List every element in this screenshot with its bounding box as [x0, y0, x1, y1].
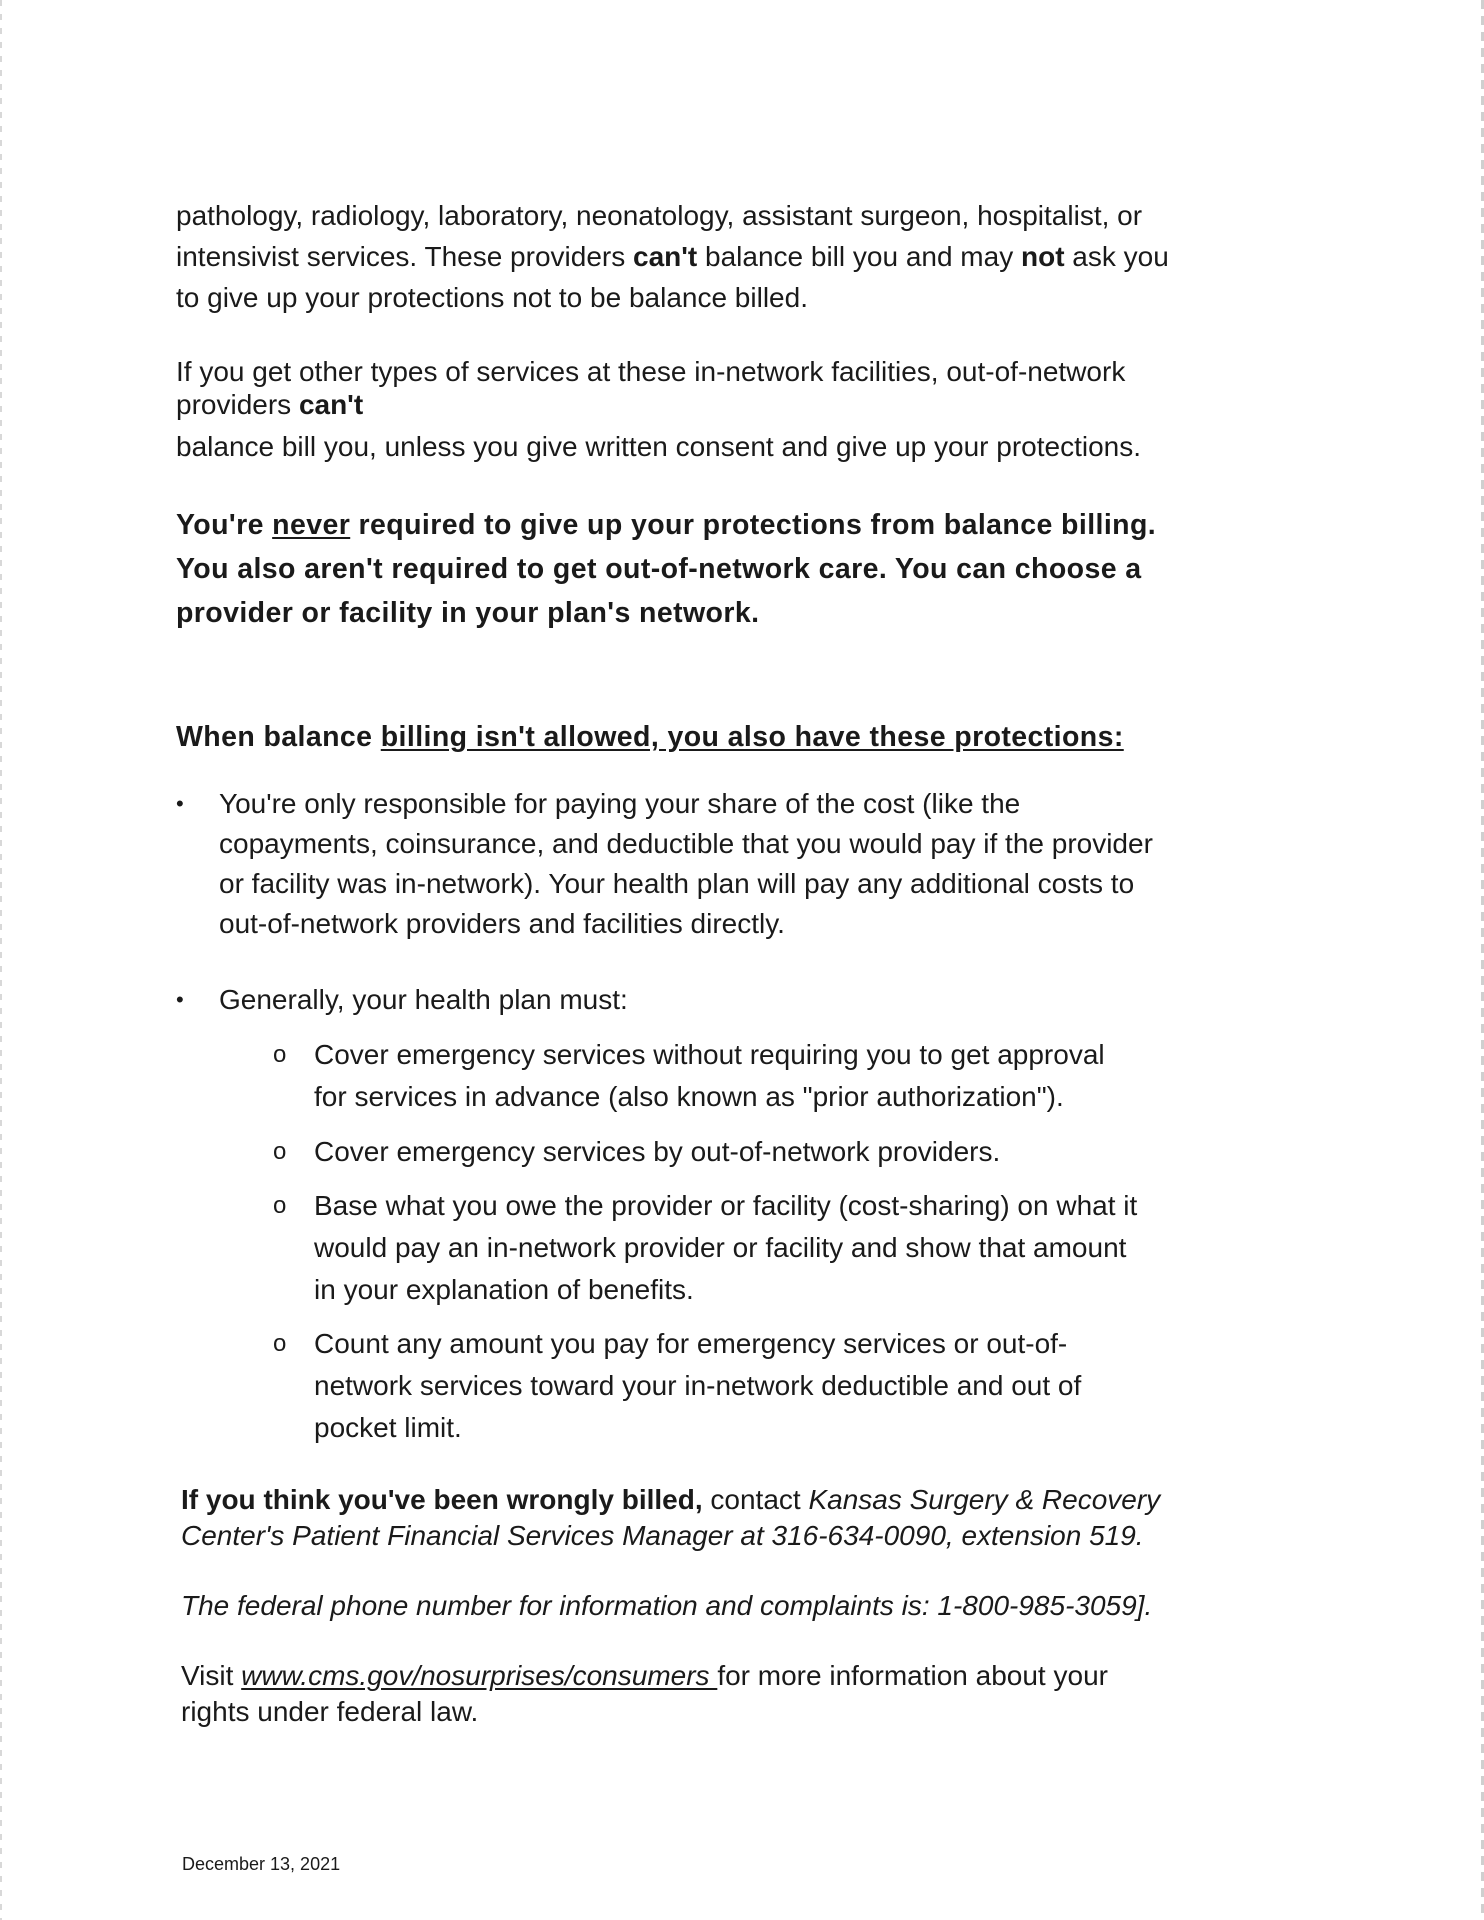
p2-line2: providers can't: [176, 389, 364, 420]
sub-marker: o: [273, 1192, 287, 1219]
scan-edge-left: [0, 0, 2, 1920]
sub3-line3: in your explanation of benefits.: [314, 1274, 694, 1305]
visit-line1: Visit www.cms.gov/nosurprises/consumers for more information about your: [181, 1660, 1108, 1691]
sub2-line1: Cover emergency services by out-of-network providers.: [314, 1136, 1001, 1167]
bullet1-line2: copayments, coinsurance, and deductible that you would pay if the provider: [219, 828, 1153, 859]
contact-line1: If you think you've been wrongly billed, contact Kansas Surgery & Recovery: [181, 1484, 1161, 1515]
sub-marker: o: [273, 1138, 287, 1165]
sub4-line3: pocket limit.: [314, 1412, 462, 1443]
p2-line3: balance bill you, unless you give written consent and give up your protections.: [176, 431, 1142, 462]
p2-line1: If you get other types of services at these in-network facilities, out-of-network: [176, 356, 1126, 387]
bullet1-line3: or facility was in-network). Your health plan will pay any additional costs to: [219, 868, 1135, 899]
protections-heading: When balance billing isn't allowed, you also have these protections:: [176, 721, 1124, 753]
notice-line1: You're never required to give up your protections from balance billing.: [176, 509, 1157, 541]
notice-line2: You also aren't required to get out-of-network care. You can choose a: [176, 553, 1142, 585]
contact-line2: Center's Patient Financial Services Manager at 316-634-0090, extension 519.: [181, 1520, 1144, 1551]
p1-line2: intensivist services. These providers can't balance bill you and may not ask you: [176, 241, 1169, 272]
footer-date: December 13, 2021: [182, 1854, 341, 1874]
sub1-line1: Cover emergency services without requiring you to get approval: [314, 1039, 1105, 1070]
cms-link[interactable]: www.cms.gov/nosurprises/consumers: [241, 1660, 718, 1691]
sub3-line1: Base what you owe the provider or facility (cost-sharing) on what it: [314, 1190, 1138, 1221]
visit-line2: rights under federal law.: [181, 1696, 479, 1727]
p1-line1: pathology, radiology, laboratory, neonatology, assistant surgeon, hospitalist, or: [176, 200, 1143, 231]
sub4-line2: network services toward your in-network deductible and out of: [314, 1370, 1082, 1401]
sub-marker: o: [273, 1330, 287, 1357]
sub1-line2: for services in advance (also known as "prior authorization").: [314, 1081, 1064, 1112]
bullet-marker: •: [176, 987, 184, 1012]
sub4-line1: Count any amount you pay for emergency services or out-of-: [314, 1328, 1068, 1359]
federal-phone: The federal phone number for information and complaints is: 1-800-985-3059].: [181, 1590, 1153, 1621]
p1-line3: to give up your protections not to be balance billed.: [176, 282, 808, 313]
bullet2-line1: Generally, your health plan must:: [219, 984, 628, 1015]
bullet-marker: •: [176, 791, 184, 816]
bullet1-line4: out-of-network providers and facilities directly.: [219, 908, 785, 939]
bullet1-line1: You're only responsible for paying your share of the cost (like the: [219, 788, 1021, 819]
notice-line3: provider or facility in your plan's network.: [176, 597, 760, 629]
sub-marker: o: [273, 1041, 287, 1068]
sub3-line2: would pay an in-network provider or facility and show that amount: [314, 1232, 1127, 1263]
